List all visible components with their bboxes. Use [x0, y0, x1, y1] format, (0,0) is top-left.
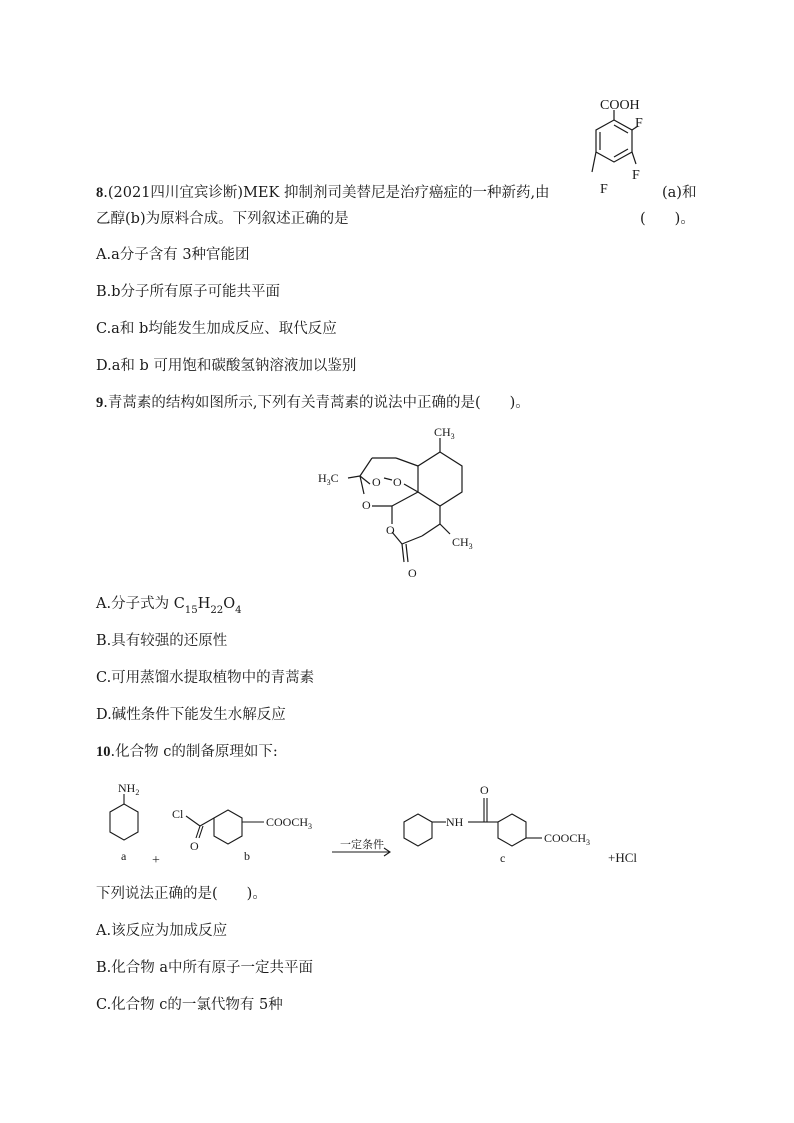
byproduct-label: +HCl — [608, 850, 638, 865]
compound-label-a: a — [121, 849, 127, 863]
q8-structure-a — [570, 92, 670, 197]
oxygen-label: O — [386, 523, 395, 537]
question-number: 10 — [96, 744, 111, 760]
option-c[interactable]: C.化合物 c的一氯代物有 5种 — [96, 997, 283, 1013]
question-number: 9 — [96, 395, 104, 411]
q10-question: 下列说法正确的是( )。 — [96, 886, 267, 902]
option-d[interactable]: D.a和 b 可用饱和碳酸氢钠溶液加以鉴别 — [96, 358, 357, 374]
compound-label-b: b — [244, 849, 250, 863]
oxygen-label: O — [372, 475, 381, 489]
oxygen-label: O — [408, 566, 417, 580]
amide-nh-label: NH — [446, 815, 464, 829]
amino-label: $NH_2$ — [118, 781, 140, 797]
fluorine-label: F — [635, 116, 643, 131]
option-b[interactable]: B.b分子所有原子可能共平面 — [96, 284, 281, 300]
q8-stem-line2: 乙醇(b)为原料合成。下列叙述正确的是 — [96, 211, 349, 227]
methyl-label: $H_3C$ — [318, 471, 339, 487]
ester-label: $COOCH_3$ — [544, 831, 591, 847]
q9-stem — [96, 393, 530, 413]
option-b[interactable]: B.具有较强的还原性 — [96, 633, 228, 649]
cooh-label: COOH — [600, 98, 640, 113]
q10-stem — [96, 742, 278, 762]
reaction-condition: 一定条件 — [340, 839, 384, 851]
answer-blank[interactable]: ( )。 — [640, 211, 695, 227]
q8-stem-line1-end: (a)和 — [662, 185, 697, 201]
methyl-label: $CH_3$ — [452, 535, 473, 551]
option-d[interactable]: D.碱性条件下能发生水解反应 — [96, 707, 286, 723]
question-stem: .青蒿素的结构如图所示,下列有关青蒿素的说法中正确的是( )。 — [103, 395, 530, 411]
methyl-label: $CH_3$ — [434, 425, 455, 441]
artemisinin-structure — [310, 424, 510, 584]
question-stem: .(2021四川宜宾诊断)MEK 抑制剂司美替尼是治疗癌症的一种新药,由 — [103, 185, 550, 201]
oxygen-label: O — [362, 498, 371, 512]
option-c[interactable]: C.可用蒸馏水提取植物中的青蒿素 — [96, 670, 315, 686]
reaction-scheme — [96, 774, 656, 874]
ester-label: $COOCH_3$ — [266, 815, 313, 831]
oxygen-label: O — [480, 783, 489, 797]
plus-sign: + — [152, 853, 160, 868]
option-c[interactable]: C.a和 b均能发生加成反应、取代反应 — [96, 321, 337, 337]
q8-stem-line1 — [96, 183, 550, 203]
fluorine-label: F — [632, 168, 640, 183]
oxygen-label: O — [190, 839, 199, 853]
option-b[interactable]: B.化合物 a中所有原子一定共平面 — [96, 960, 314, 976]
question-number: 8 — [96, 185, 104, 201]
option-a[interactable]: A.分子式为 $C_{15}H_{22}O_4$ — [96, 596, 242, 616]
compound-label-c: c — [500, 851, 506, 865]
chlorine-label: Cl — [172, 807, 184, 821]
option-a[interactable]: A.该反应为加成反应 — [96, 923, 228, 939]
option-a[interactable]: A.a分子含有 3种官能团 — [96, 247, 250, 263]
question-stem: .化合物 c的制备原理如下: — [110, 744, 278, 760]
fluorine-label: F — [600, 182, 608, 197]
oxygen-label: O — [393, 475, 402, 489]
